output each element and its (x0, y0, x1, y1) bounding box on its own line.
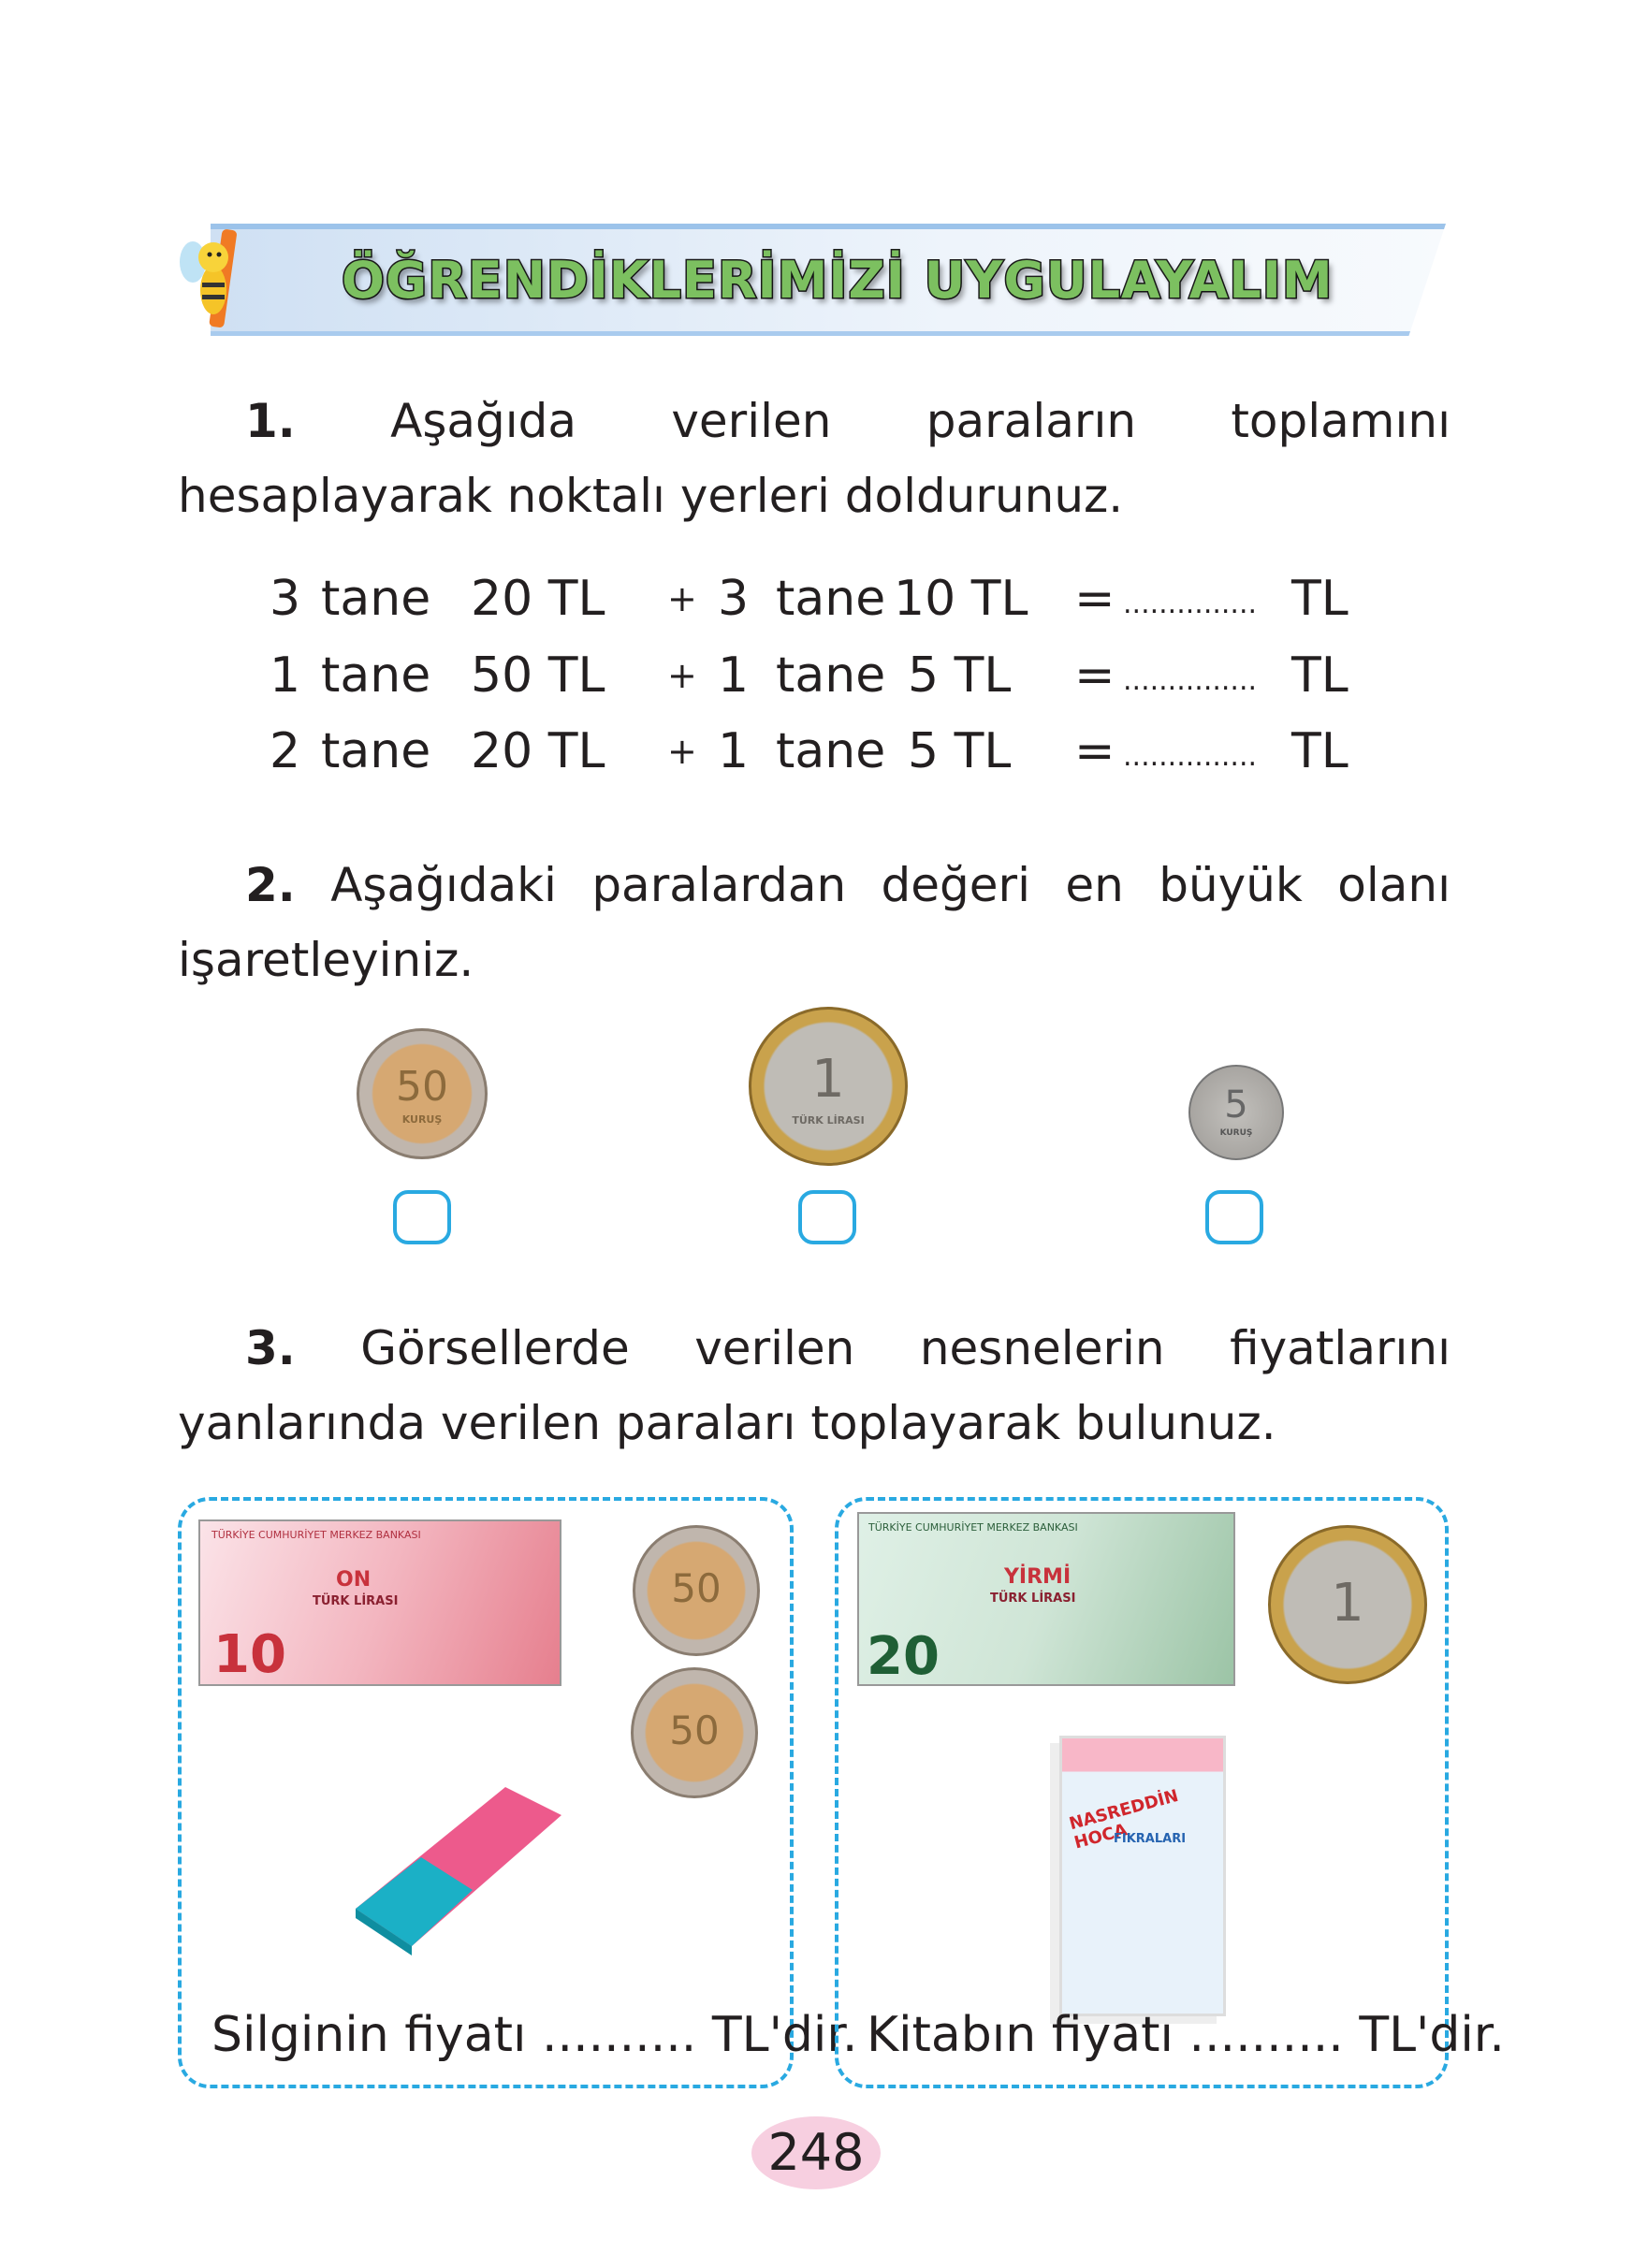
coin-value: 5 (1224, 1083, 1248, 1127)
coin-value: 50 (671, 1565, 722, 1611)
coin-value: 1 (1331, 1573, 1364, 1634)
note-value: 20 (867, 1626, 940, 1687)
unit: TL (1291, 647, 1349, 704)
count: 1 (718, 647, 750, 704)
question-text: Aşağıdaki paralardan değeri en büyük olanı işaretleyiniz. (178, 858, 1451, 987)
note-word: ON (336, 1568, 372, 1592)
equation-row (0, 571, 1633, 636)
answer-blank[interactable]: ............... (1123, 664, 1258, 697)
equals: = (1074, 647, 1115, 704)
banknote-10-tl (198, 1519, 561, 1686)
bee-pencil-icon (176, 225, 260, 342)
unit: TL (1291, 571, 1349, 627)
question-3 (178, 1311, 1451, 1461)
checkbox-coin-50-kurus[interactable] (393, 1190, 451, 1244)
unit: tane (321, 571, 431, 627)
coin-value: 1 (811, 1049, 845, 1110)
question-1 (178, 384, 1451, 533)
answer-blank[interactable]: ............... (1123, 740, 1258, 773)
equation-row (0, 723, 1633, 789)
value: 10 TL (894, 571, 1028, 627)
coin-1-lira (1268, 1525, 1427, 1684)
bank-name: TÜRKİYE CUMHURİYET MERKEZ BANKASI (211, 1529, 421, 1541)
banknote-20-tl (857, 1512, 1235, 1686)
eraser-price-caption: Silginin fiyatı .......... TL'dir. (211, 2007, 858, 2063)
unit: tane (321, 723, 431, 779)
count: 2 (270, 723, 301, 779)
value: 5 TL (908, 723, 1012, 779)
book-image (1059, 1736, 1226, 2016)
eraser-image (346, 1768, 571, 1955)
count: 3 (718, 571, 750, 627)
checkbox-coin-5-kurus[interactable] (1205, 1190, 1263, 1244)
coin-1-lira (749, 1007, 908, 1166)
checkbox-coin-1-lira[interactable] (798, 1190, 856, 1244)
equals: = (1074, 571, 1115, 627)
coin-unit: KURUŞ (1219, 1128, 1253, 1138)
question-text: Aşağıda verilen paraların toplamını hesaplayarak noktalı yerleri doldurunuz. (178, 394, 1451, 523)
value: 20 TL (471, 723, 605, 779)
unit: tane (776, 571, 886, 627)
unit: tane (776, 647, 886, 704)
book-subtitle: FIKRALARI (1114, 1832, 1187, 1846)
section-title: ÖĞRENDİKLERİMİZİ UYGULAYALIM (342, 251, 1334, 310)
coin-50-kurus (357, 1028, 488, 1159)
count: 1 (270, 647, 301, 704)
answer-blank[interactable]: ............... (1123, 588, 1258, 620)
note-currency: TÜRK LİRASI (313, 1594, 399, 1608)
unit: tane (321, 647, 431, 704)
unit: tane (776, 723, 886, 779)
book-title: NASREDDİN HOCA (1067, 1785, 1181, 1854)
value: 50 TL (471, 647, 605, 704)
count: 3 (270, 571, 301, 627)
page-number: 248 (751, 2116, 881, 2189)
equals: = (1074, 723, 1115, 779)
value: 20 TL (471, 571, 605, 627)
coin-50-kurus (631, 1667, 758, 1798)
plus: + (667, 578, 697, 619)
bank-name: TÜRKİYE CUMHURİYET MERKEZ BANKASI (868, 1521, 1078, 1534)
coin-value: 50 (669, 1708, 720, 1753)
coin-unit: KURUŞ (401, 1113, 443, 1126)
count: 1 (718, 723, 750, 779)
note-value: 10 (213, 1624, 286, 1685)
question-number: 3. (245, 1321, 296, 1375)
plus: + (667, 731, 697, 772)
question-text: Görsellerde verilen nesnelerin fiyatlarını yanlarında verilen paraları toplayarak bulunuz. (178, 1321, 1451, 1450)
question-number: 2. (245, 858, 296, 912)
plus: + (667, 655, 697, 696)
unit: TL (1291, 723, 1349, 779)
coin-50-kurus (633, 1525, 760, 1656)
note-currency: TÜRK LİRASI (990, 1592, 1076, 1606)
coin-unit: TÜRK LİRASI (792, 1114, 865, 1127)
question-2 (178, 848, 1451, 997)
coin-value: 50 (396, 1063, 448, 1111)
coin-5-kurus (1188, 1065, 1284, 1160)
question-number: 1. (245, 394, 296, 448)
book-price-caption: Kitabın fiyatı .......... TL'dir. (867, 2007, 1505, 2063)
equation-row (0, 647, 1633, 713)
note-word: YİRMİ (1004, 1565, 1072, 1589)
value: 5 TL (908, 647, 1012, 704)
